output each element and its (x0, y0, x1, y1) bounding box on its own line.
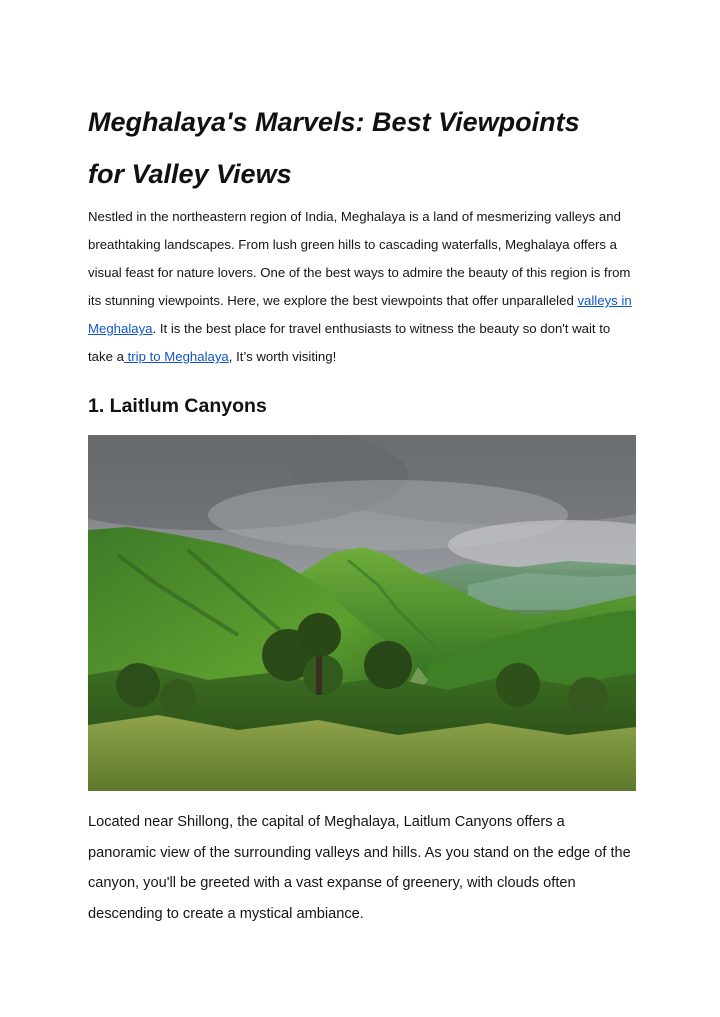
valleys-link[interactable]: valleys in Meghalaya (88, 293, 632, 336)
intro-text-1: Nestled in the northeastern region of India, Meghalaya is a land of mesmerizing valleys and breathtaking landscapes. From lush green hills to cascading waterfalls, Meghalaya offers a visual feast for nature lovers. One of the best ways to admire the beauty of this region is from its stunning viewpoints. Here, we explore the best viewpoints that offer unparalleled (88, 209, 631, 308)
intro-text-3: , It’s worth visiting! (228, 349, 337, 364)
title-line-1: Meghalaya's Marvels: Best Viewpoints (88, 107, 580, 137)
green-mountain-valley-photo (88, 435, 636, 791)
section-heading-laitlum: 1. Laitlum Canyons (88, 395, 267, 417)
title-line-2: for Valley Views (88, 159, 292, 189)
intro-paragraph (88, 203, 636, 371)
trip-link[interactable]: trip to Meghalaya (123, 349, 229, 364)
laitlum-paragraph: Located near Shillong, the capital of Meghalaya, Laitlum Canyons offers a panoramic view of the surrounding valleys and hills. As you stand on the edge of the canyon, you'll be greeted with a vast expanse of greenery, with clouds often descending to create a mystical ambiance. (88, 814, 631, 922)
intro-text-2: . It is the best place for travel enthusiasts to witness the beauty so don't wait to take a (88, 321, 611, 364)
page-title (88, 96, 636, 200)
